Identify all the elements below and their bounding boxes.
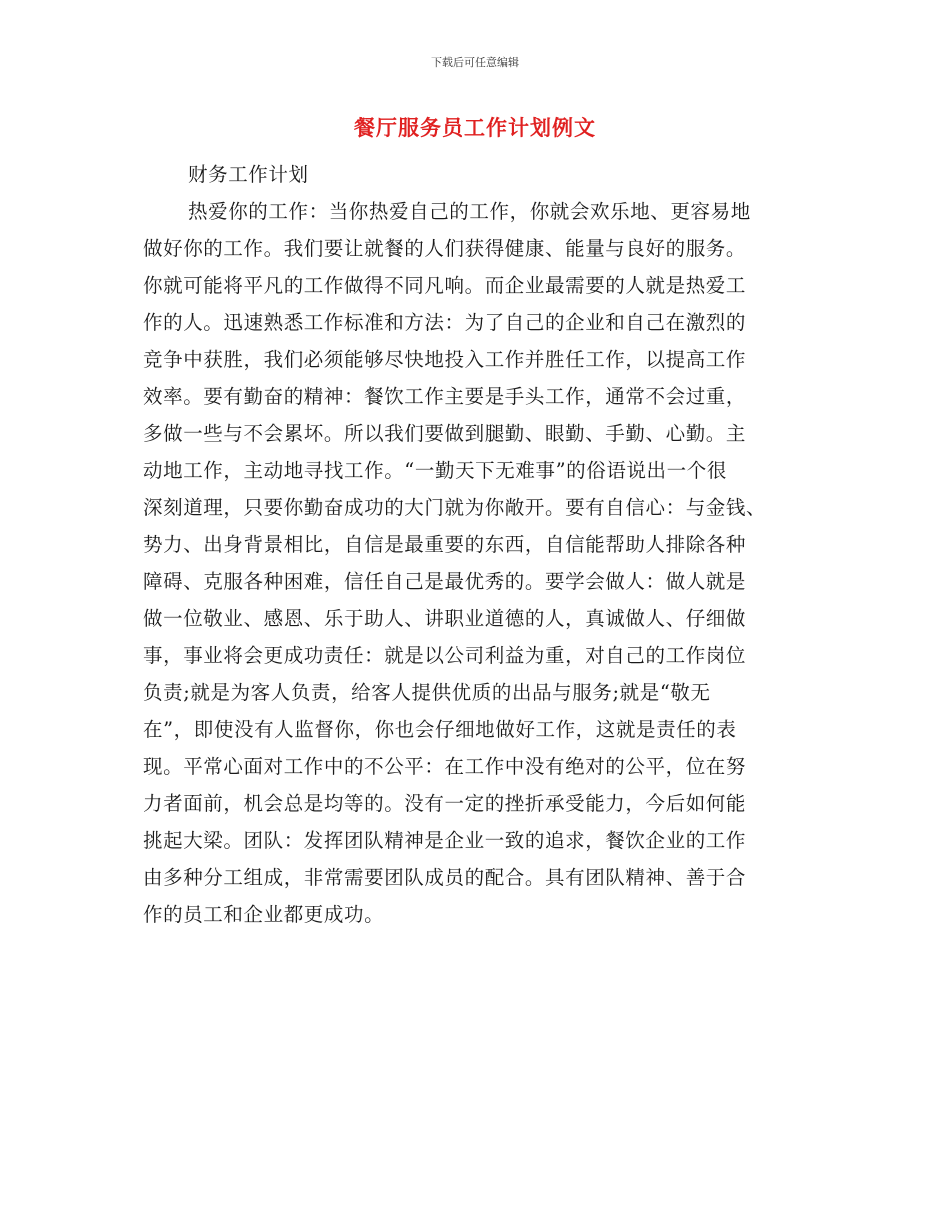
paragraph-line: 深刻道理，只要你勤奋成功的大门就为你敞开。要有自信心：与金钱、	[143, 496, 767, 519]
paragraph-line: 力者面前，机会总是均等的。没有一定的挫折承受能力，今后如何能	[143, 792, 747, 815]
paragraph-line: 热爱你的工作：当你热爱自己的工作，你就会欢乐地、更容易地	[188, 200, 751, 223]
paragraph-line: 负责;就是为客人负责，给客人提供优质的出品与服务;就是“敬无	[143, 681, 711, 704]
paragraph-line: 效率。要有勤奋的精神：餐饮工作主要是手头工作，通常不会过重，	[143, 385, 747, 408]
paragraph-line: 作的员工和企业都更成功。	[143, 903, 385, 926]
paragraph-line: 障碍、克服各种困难，信任自己是最优秀的。要学会做人：做人就是	[143, 570, 747, 593]
paragraph-line: 现。平常心面对工作中的不公平：在工作中没有绝对的公平，位在努	[143, 755, 747, 778]
paragraph-line: 由多种分工组成，非常需要团队成员的配合。具有团队精神、善于合	[143, 866, 747, 889]
paragraph-line: 竞争中获胜，我们必须能够尽快地投入工作并胜任工作，以提高工作	[143, 348, 747, 371]
paragraph-line: 做一位敬业、感恩、乐于助人、讲职业道德的人，真诚做人、仔细做	[143, 607, 747, 630]
subheading: 财务工作计划	[188, 163, 309, 186]
paragraph-line: 动地工作，主动地寻找工作。“一勤天下无难事”的俗语说出一个很	[143, 459, 727, 482]
document-body	[143, 156, 811, 933]
paragraph-line: 你就可能将平凡的工作做得不同凡响。而企业最需要的人就是热爱工	[143, 274, 747, 297]
paragraph-line: 作的人。迅速熟悉工作标准和方法：为了自己的企业和自己在激烈的	[143, 311, 747, 334]
paragraph-line: 挑起大梁。团队：发挥团队精神是企业一致的追求，餐饮企业的工作	[143, 829, 747, 852]
paragraph-line: 事，事业将会更成功责任：就是以公司利益为重，对自己的工作岗位	[143, 644, 747, 667]
paragraph-line: 势力、出身背景相比，自信是最重要的东西，自信能帮助人排除各种	[143, 533, 747, 556]
paragraph-line: 多做一些与不会累坏。所以我们要做到腿勤、眼勤、手勤、心勤。主	[143, 422, 747, 445]
document-title: 餐厅服务员工作计划例文	[354, 115, 596, 140]
header-note: 下载后可任意编辑	[431, 56, 519, 69]
paragraph-line: 做好你的工作。我们要让就餐的人们获得健康、能量与良好的服务。	[143, 237, 747, 260]
paragraph-line: 在”，即使没有人监督你，你也会仔细地做好工作，这就是责任的表	[143, 718, 737, 741]
